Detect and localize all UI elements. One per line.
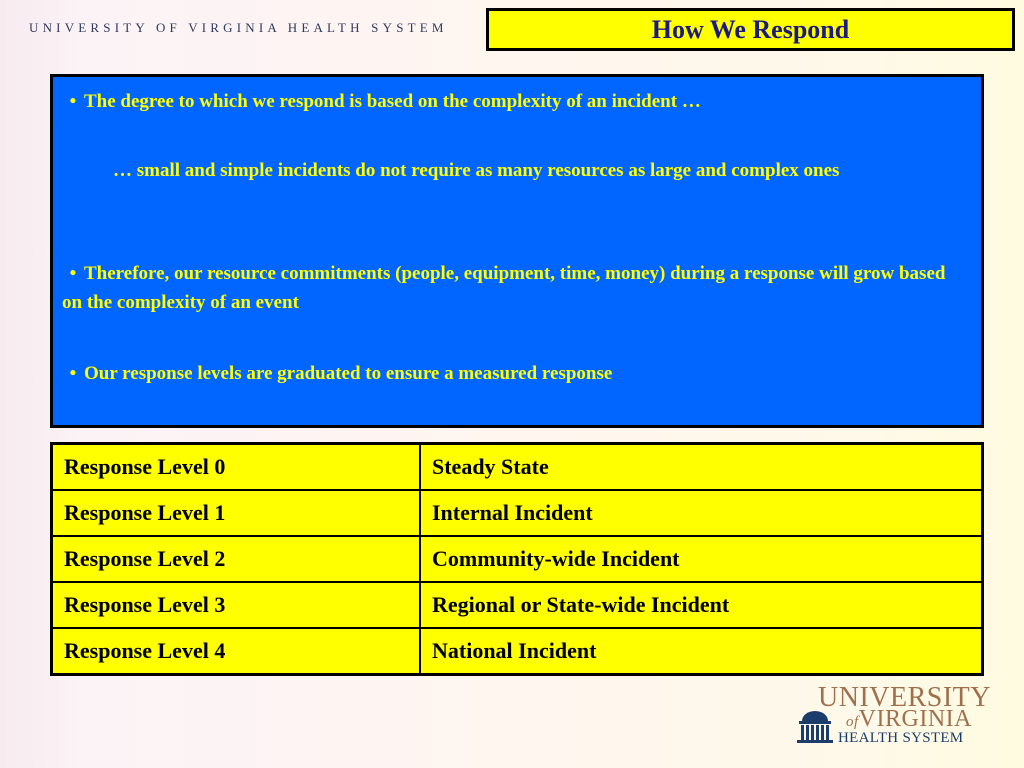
logo-university-text: UNIVERSITY xyxy=(818,682,991,713)
table-row xyxy=(52,582,983,628)
bullet-text-3: Our response levels are graduated to ensure a measured response xyxy=(84,363,613,384)
response-description-cell: Regional or State-wide Incident xyxy=(420,582,983,628)
response-description-cell: Steady State xyxy=(420,444,983,491)
sub-paragraph-text: … small and simple incidents do not require as many resources as large and complex ones xyxy=(113,160,840,181)
bullet-text-2: Therefore, our resource commitments (people, equipment, time, money) during a response will grow based on the complexity of an event xyxy=(62,263,946,313)
table-row xyxy=(52,490,983,536)
bullet-text-1: The degree to which we respond is based on the complexity of an incident … xyxy=(84,91,701,112)
table-row xyxy=(52,536,983,582)
bullet-icon: • xyxy=(69,263,77,284)
content-panel xyxy=(50,74,984,428)
slide-title xyxy=(486,8,1015,51)
response-level-cell: Response Level 0 xyxy=(52,444,421,491)
logo-virginia-word: VIRGINIA xyxy=(858,706,972,732)
response-level-cell: Response Level 1 xyxy=(52,490,421,536)
uva-health-system-logo xyxy=(796,682,991,748)
response-description-cell: Community-wide Incident xyxy=(420,536,983,582)
response-level-cell: Response Level 3 xyxy=(52,582,421,628)
table-row xyxy=(52,444,983,491)
response-levels-table xyxy=(50,442,984,676)
response-description-cell: Internal Incident xyxy=(420,490,983,536)
sub-paragraph xyxy=(113,156,969,185)
bullet-point-1 xyxy=(62,87,969,116)
bullet-point-2 xyxy=(62,259,969,317)
logo-health-system-text: HEALTH SYSTEM xyxy=(838,730,964,746)
response-level-cell: Response Level 2 xyxy=(52,536,421,582)
table-row xyxy=(52,628,983,675)
bullet-icon: • xyxy=(69,91,77,112)
logo-of-text: of xyxy=(846,714,859,730)
slide-title-text: How We Respond xyxy=(651,14,850,44)
bullet-point-3 xyxy=(62,359,969,388)
response-level-cell: Response Level 4 xyxy=(52,628,421,675)
organization-header: UNIVERSITY OF VIRGINIA HEALTH SYSTEM xyxy=(29,20,448,35)
bullet-icon: • xyxy=(69,363,77,384)
response-description-cell: National Incident xyxy=(420,628,983,675)
logo-virginia-text xyxy=(846,706,972,733)
